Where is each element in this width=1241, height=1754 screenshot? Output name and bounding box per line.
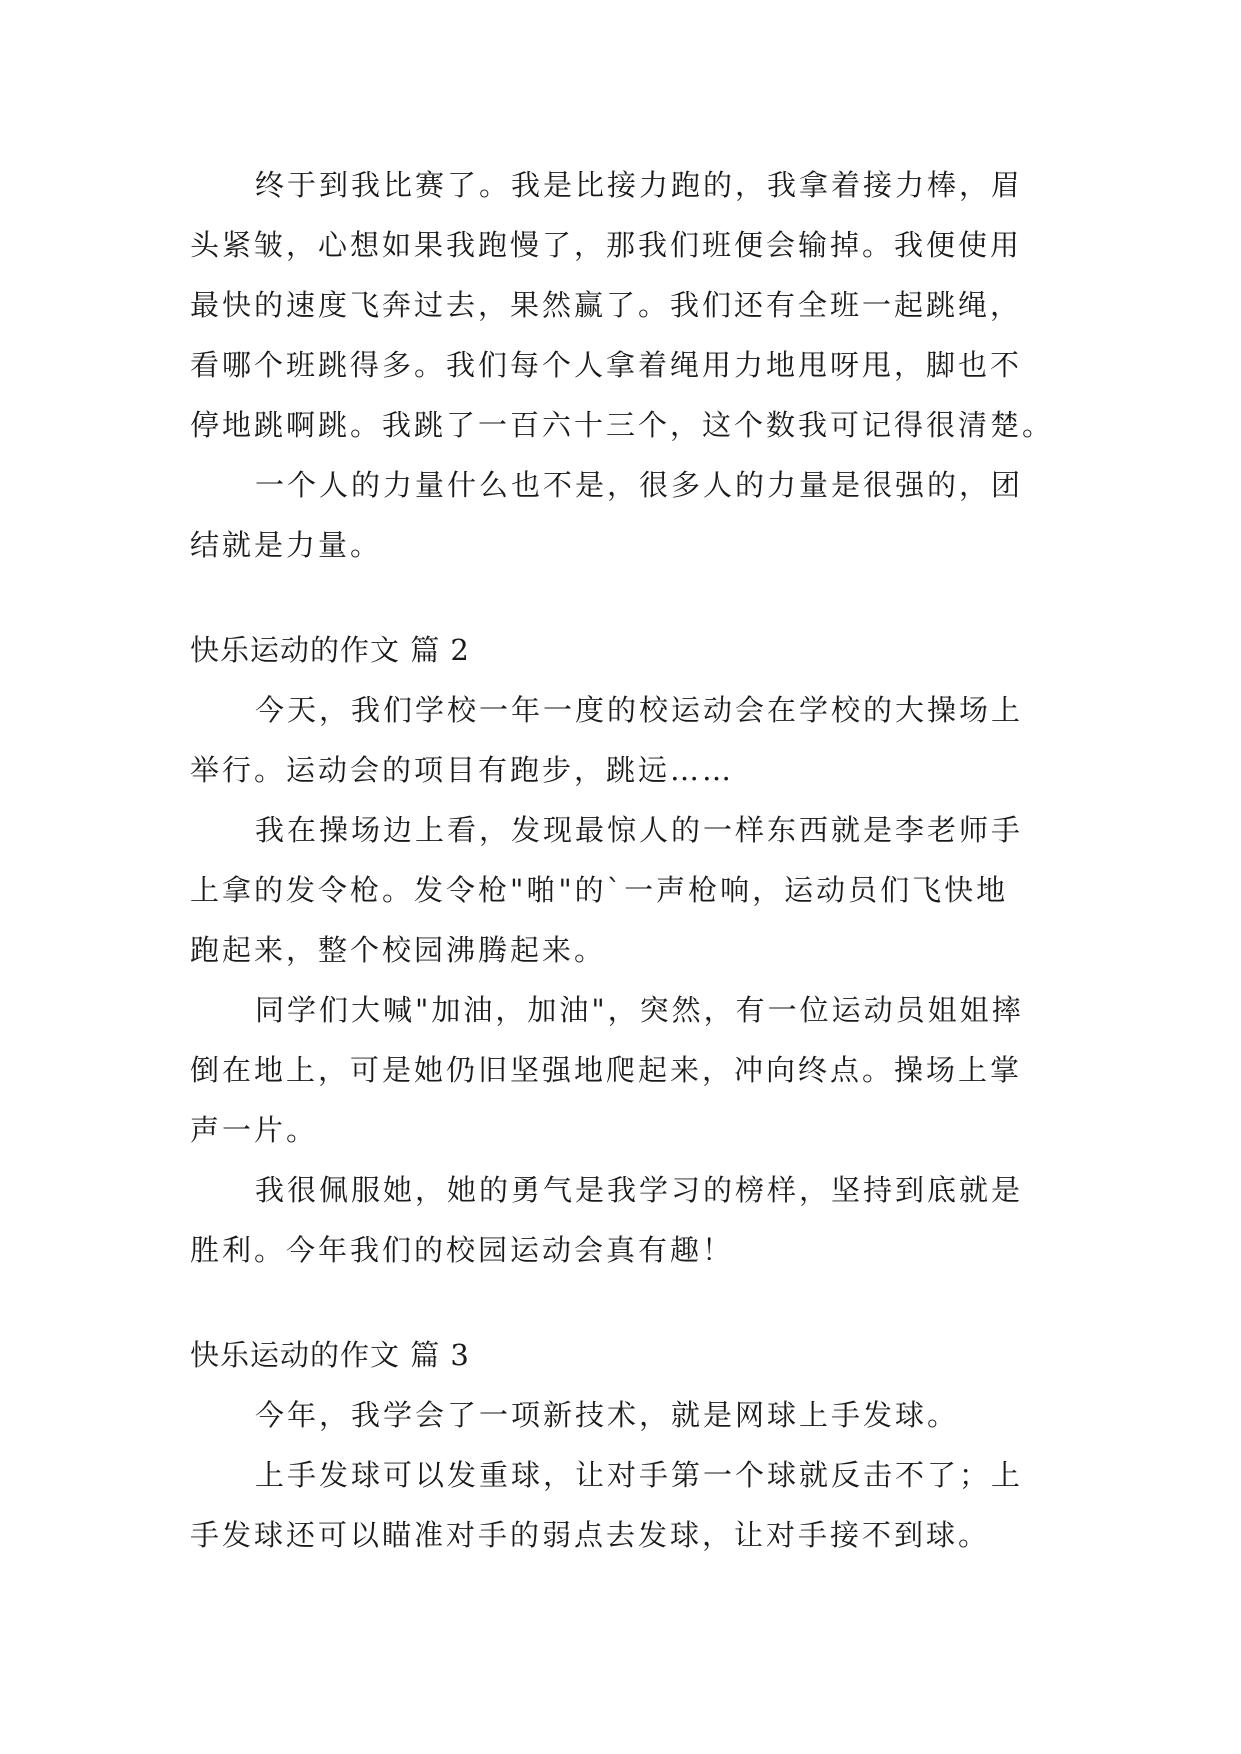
paragraph-line: 结就是力量。 <box>190 528 383 562</box>
paragraph-line: 终于到我比赛了。我是比接力跑的，我拿着接力棒，眉 <box>255 168 1024 202</box>
paragraph-line: 我很佩服她，她的勇气是我学习的榜样，坚持到底就是 <box>255 1173 1024 1207</box>
paragraph-line: 一个人的力量什么也不是，很多人的力量是很强的，团 <box>255 468 1024 502</box>
paragraph-line: 今年，我学会了一项新技术，就是网球上手发球。 <box>255 1398 960 1432</box>
paragraph-line: 举行。运动会的项目有跑步，跳远…… <box>190 753 735 787</box>
paragraph-line: 同学们大喊"加油，加油"，突然，有一位运动员姐姐摔 <box>255 993 1024 1027</box>
paragraph-line: 上拿的发令枪。发令枪"啪"的`一声枪响，运动员们飞快地 <box>190 873 1009 907</box>
paragraph-line: 最快的速度飞奔过去，果然赢了。我们还有全班一起跳绳， <box>190 288 1023 322</box>
paragraph-line: 跑起来，整个校园沸腾起来。 <box>190 933 607 967</box>
section-heading: 快乐运动的作文 篇 3 <box>190 1338 470 1372</box>
paragraph-line: 今天，我们学校一年一度的校运动会在学校的大操场上 <box>255 693 1024 727</box>
paragraph-line: 我在操场边上看，发现最惊人的一样东西就是李老师手 <box>255 813 1024 847</box>
paragraph-line: 胜利。今年我们的校园运动会真有趣！ <box>190 1233 735 1267</box>
paragraph-line: 停地跳啊跳。我跳了一百六十三个，这个数我可记得很清楚。 <box>190 408 1055 442</box>
paragraph-line: 看哪个班跳得多。我们每个人拿着绳用力地甩呀甩，脚也不 <box>190 348 1023 382</box>
paragraph-line: 手发球还可以瞄准对手的弱点去发球，让对手接不到球。 <box>190 1518 991 1552</box>
paragraph-line: 倒在地上，可是她仍旧坚强地爬起来，冲向终点。操场上掌 <box>190 1053 1023 1087</box>
paragraph-line: 头紧皱，心想如果我跑慢了，那我们班便会输掉。我便使用 <box>190 228 1023 262</box>
paragraph-line: 上手发球可以发重球，让对手第一个球就反击不了；上 <box>255 1458 1024 1492</box>
section-heading: 快乐运动的作文 篇 2 <box>190 633 470 667</box>
paragraph-line: 声一片。 <box>190 1113 319 1147</box>
